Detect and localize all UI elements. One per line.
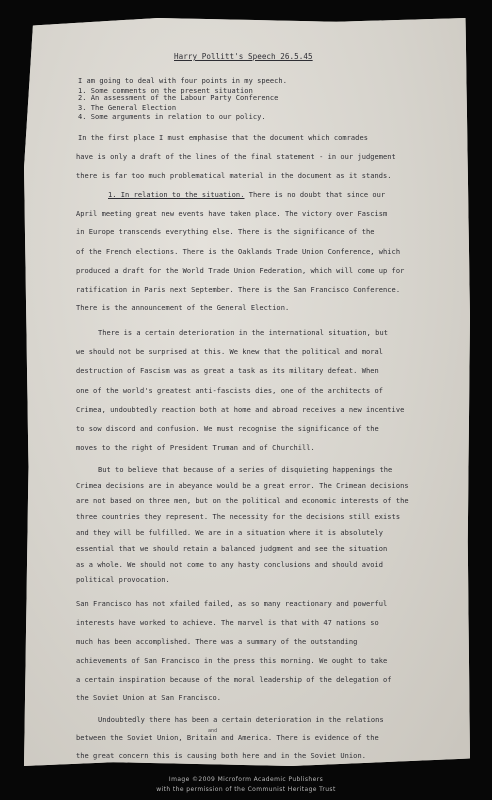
text-line: There is the announcement of the General Election.	[76, 304, 290, 312]
text-line: political provocation.	[76, 576, 170, 584]
text-line: achievements of San Francisco in the press this morning. We ought to take	[76, 657, 388, 665]
section-heading-rest: There is no doubt that since our	[244, 191, 386, 199]
text-line: Crimea, undoubtedly reaction both at home and abroad receives a new incentive	[76, 406, 405, 414]
text-line: much has been accomplished. There was a summary of the outstanding	[76, 638, 358, 646]
text-line: and they will be fulfilled. We are in a situation where it is absolutely	[76, 529, 384, 537]
text-line: ratification in Paris next September. There is the San Francisco Conference.	[76, 286, 401, 294]
section-heading-line	[108, 191, 385, 200]
text-line: three countries they represent. The necessity for the decisions still exists	[76, 513, 401, 521]
text-line: we should not be surprised at this. We knew that the political and moral	[76, 348, 384, 356]
handwritten-insert: and	[208, 728, 218, 734]
permission-line: with the permission of the Communist Heritage Trust	[156, 786, 336, 793]
copyright-line: Image ©2009 Microform Academic Publishers	[168, 776, 324, 783]
text-line: in Europe transcends everything else. There is the significance of the	[76, 228, 375, 236]
text-line: moves to the right of President Truman and of Churchill.	[76, 444, 315, 452]
text-line: interests have worked to achieve. The marvel is that with 47 nations so	[76, 619, 379, 627]
text-line: San Francisco has not xfailed failed, as so many reactionary and powerful	[76, 600, 388, 608]
text-line: of the French elections. There is the Oaklands Trade Union Conference, which	[76, 248, 401, 256]
point-item: 4. Some arguments in relation to our policy.	[78, 113, 266, 121]
text-line: Undoubtedly there has been a certain deterioration in the relations	[98, 716, 384, 724]
text-line: are not based on three men, but on the political and economic interests of the	[76, 497, 409, 505]
text-line: destruction of Fascism was as great a task as its military defeat. When	[76, 367, 379, 375]
text-line: April meeting great new events have taken place. The victory over Fascism	[76, 210, 388, 218]
intro-line: I am going to deal with four points in my speech.	[78, 77, 287, 85]
document-title: Harry Pollitt's Speech 26.5.45	[174, 52, 313, 61]
text-line: have is only a draft of the lines of the final statement - in our judgement	[76, 153, 396, 161]
text-line: the great concern this is causing both here and in the Soviet Union.	[76, 752, 366, 760]
text-line: there is far too much problematical material in the document as it stands.	[76, 172, 392, 180]
text-line: In the first place I must emphasise that the document which comrades	[78, 134, 368, 142]
text-line: produced a draft for the World Trade Union Federation, which will come up for	[76, 267, 405, 275]
text-line: Crimea decisions are in abeyance would be a great error. The Crimean decisions	[76, 482, 409, 490]
text-line: to sow discord and confusion. We must recognise the significance of the	[76, 425, 379, 433]
text-line: a certain inspiration because of the moral leadership of the delegation of	[76, 676, 392, 684]
text-line: one of the world's greatest anti-fascists dies, one of the architects of	[76, 387, 384, 395]
text-line: But to believe that because of a series of disquieting happenings the	[98, 466, 393, 474]
point-item: 1. Some comments on the present situation	[78, 87, 253, 95]
section-heading: 1. In relation to the situation.	[108, 191, 245, 199]
text-line: between the Soviet Union, Britain and America. There is evidence of the	[76, 734, 379, 742]
text-line: as a whole. We should not come to any hasty conclusions and should avoid	[76, 561, 384, 569]
text-line: the Soviet Union at San Francisco.	[76, 694, 221, 702]
point-item: 3. The General Election	[78, 104, 177, 112]
text-line: essential that we should retain a balanced judgment and see the situation	[76, 545, 388, 553]
point-item: 2. An assessment of the Labour Party Conference	[78, 94, 279, 102]
text-line: There is a certain deterioration in the international situation, but	[98, 329, 388, 337]
